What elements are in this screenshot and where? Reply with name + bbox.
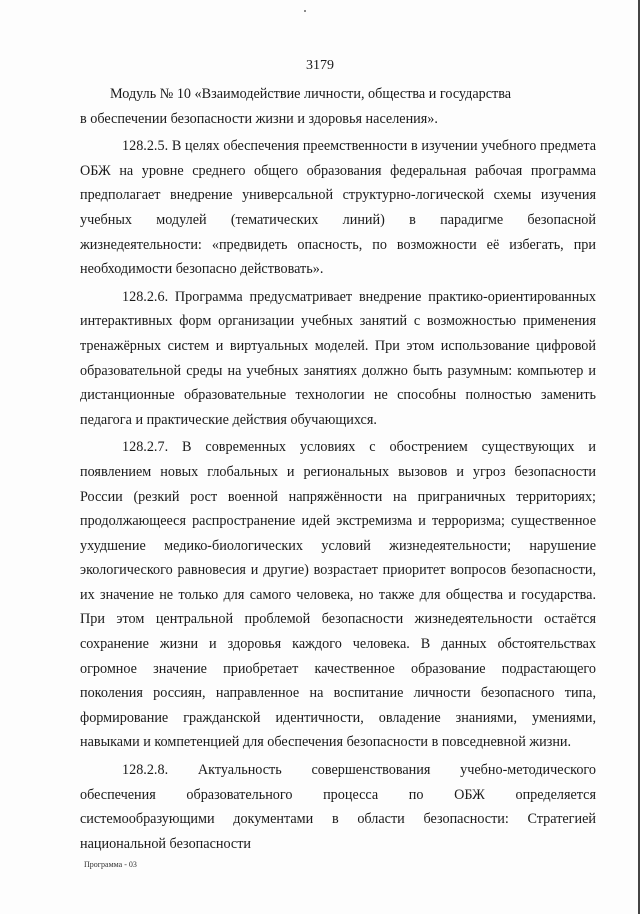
page-number: 3179 bbox=[306, 58, 334, 73]
module-heading-line-1: Модуль № 10 «Взаимодействие личности, общества и государства bbox=[110, 86, 512, 102]
paragraph-128-2-6: 128.2.6. Программа предусматривает внедрение практико-ориентированных интерактивных форм организации учебных занятий с возможностью применения тренажёрных систем и виртуальных моделей. При этом использование цифровой образовательной среды на учебных занятиях должно быть разумным: компьютер и дистанционные образовательные технологии не способны полностью заменить педагога и практические действия обучающихся. bbox=[80, 288, 596, 428]
scan-speck bbox=[304, 10, 306, 12]
paragraph-128-2-5: 128.2.5. В целях обеспечения преемственности в изучении учебного предмета ОБЖ на уровне среднего общего образования федеральная рабочая программа предполагает внедрение универсальной структурно-логической схемы изучения учебных модулей (тематических линий) в парадигме безопасной жизнедеятельности: «предвидеть опасность, по возможности её избегать, при необходимости безопасно действовать». bbox=[80, 138, 596, 278]
module-heading-line-2: в обеспечении безопасности жизни и здоровья населения». bbox=[80, 110, 438, 127]
paragraph-128-2-8: 128.2.8. Актуальность совершенствования учебно-методического обеспечения образовательного процесса по ОБЖ определяется системообразующими документами в области безопасности: Стратегией национальной безопасности bbox=[80, 762, 596, 852]
document-body bbox=[80, 82, 596, 856]
paragraph-128-2-7: 128.2.7. В современных условиях с обострением существующих и появлением новых глобальных и региональных вызовов и угроз безопасности России (резкий рост военной напряжённости на приграничных территориях; продолжающееся распространение идей экстремизма и терроризма; существенное ухудшение медико-биологических условий жизнедеятельности; нарушение экологического равновесия и другие) возрастает приоритет вопросов безопасности, их значение не только для самого человека, но также для общества и государства. При этом центральной проблемой безопасности жизнедеятельности остаётся сохранение жизни и здоровья каждого человека. В данных обстоятельствах огромное значение приобретает качественное образование подрастающего поколения россиян, направленное на воспитание личности безопасного типа, формирование гражданской идентичности, овладение знаниями, умениями, навыками и компетенцией для обеспечения безопасности в повседневной жизни. bbox=[80, 439, 596, 751]
footer-note: Программа - 03 bbox=[84, 860, 137, 869]
